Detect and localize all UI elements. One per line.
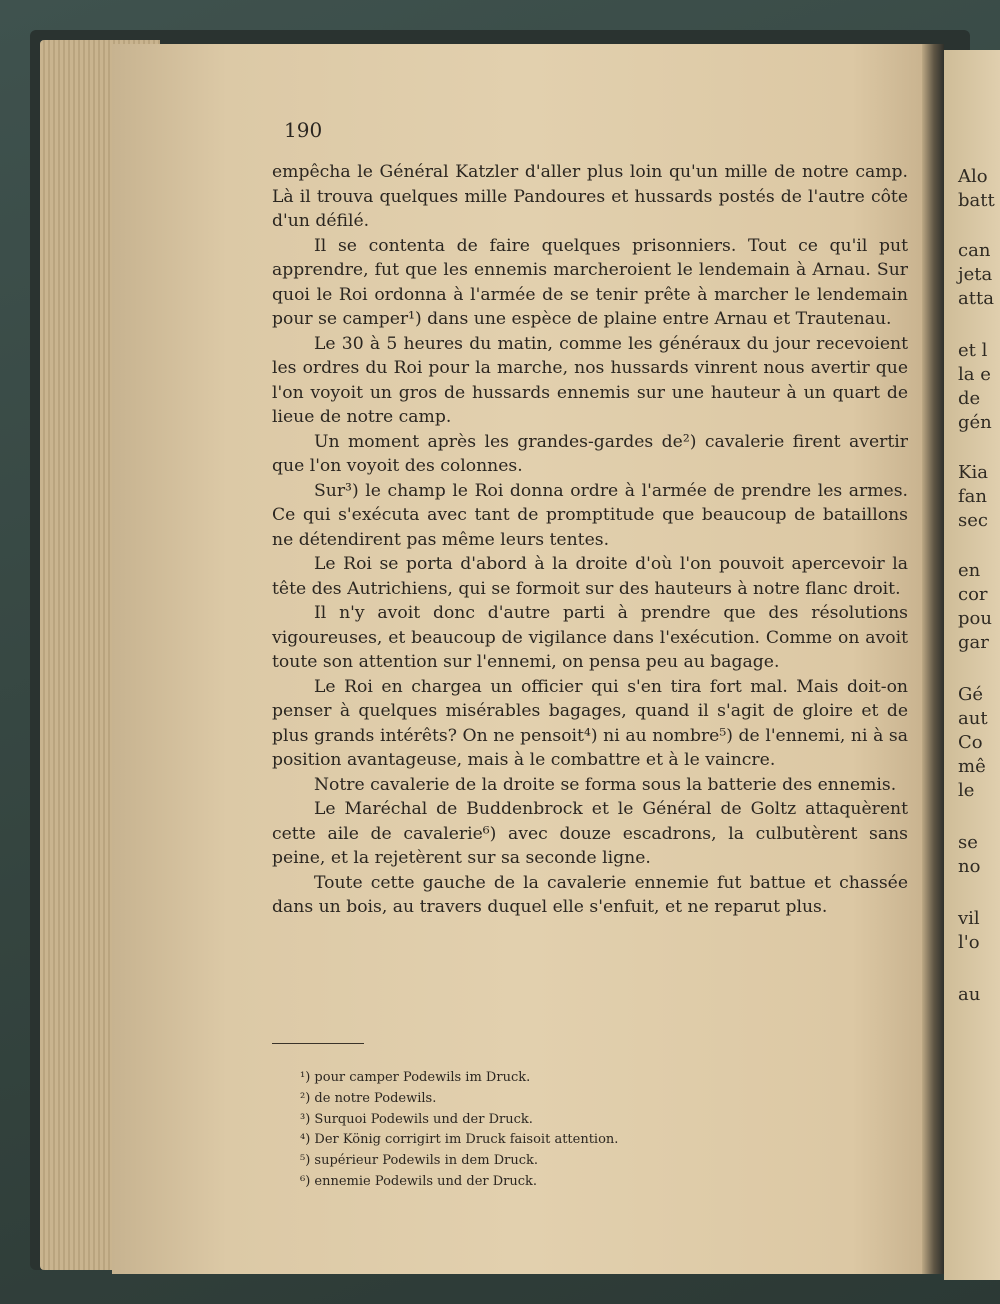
page-number: 190 — [284, 118, 323, 142]
facing-page-fragment: aut — [958, 708, 988, 729]
footnotes — [300, 1068, 720, 1193]
paragraph: Le Roi en chargea un officier qui s'en tira fort mal. Mais doit-on penser à quelques misérables bagages, quand il s'agit de gloire et de plus grands intérêts? On ne pensoit⁴) ni au nombre⁵) de l'ennemi, ni à sa position avantageuse, mais à le combattre et à le vaincre. — [272, 676, 908, 770]
paragraph: Le 30 à 5 heures du matin, comme les généraux du jour recevoient les ordres du Roi pour la marche, nos hussards vinrent nous avertir que l'on voyoit un gros de hussards ennemis sur une hauteur à un quart de lieue de notre camp. — [272, 333, 908, 427]
facing-page-fragment: la e — [958, 364, 991, 385]
body-text — [272, 160, 908, 920]
facing-page-fragment: au — [958, 984, 981, 1005]
facing-page-fragment: sec — [958, 510, 988, 531]
footnote: ²) de notre Podewils. — [300, 1090, 437, 1106]
paragraph: Un moment après les grandes-gardes de²) cavalerie firent avertir que l'on voyoit des colonnes. — [272, 431, 908, 476]
facing-page-fragment: l'o — [958, 932, 980, 953]
paragraph: empêcha le Général Katzler d'aller plus loin qu'un mille de notre camp. Là il trouva quelques mille Pandoures et hussards postés de l'autre côte d'un défilé. — [272, 162, 908, 231]
paragraph: Il n'y avoit donc d'autre parti à prendre que des résolutions vigoureuses, et beaucoup de vigilance dans l'exécution. Comme on avoit toute son attention sur l'ennemi, on pensa peu au bagage. — [272, 603, 908, 672]
facing-page-fragment: Co — [958, 732, 983, 753]
facing-page-fragment: pou — [958, 608, 992, 629]
paragraph: Sur³) le champ le Roi donna ordre à l'armée de prendre les armes. Ce qui s'exécuta avec tant de promptitude que beaucoup de bataillons ne détendirent pas même leurs tentes. — [272, 480, 908, 550]
facing-page-fragment: gar — [958, 632, 989, 653]
facing-page-fragment: no — [958, 856, 981, 877]
facing-page-fragment: can — [958, 240, 991, 261]
paragraph: Toute cette gauche de la cavalerie ennemie fut battue et chassée dans un bois, au travers duquel elle s'enfuit, et ne reparut plus. — [272, 872, 908, 917]
facing-page-fragment: gén — [958, 412, 992, 433]
facing-page-fragment: Kia — [958, 462, 988, 483]
facing-page-fragment: se — [958, 832, 978, 853]
facing-page-fragment: vil — [958, 908, 980, 929]
facing-page-fragment: cor — [958, 584, 988, 605]
facing-page-fragment: Gé — [958, 684, 984, 705]
facing-page-fragment: de — [958, 388, 981, 409]
footnote: ³) Surquoi Podewils und der Druck. — [300, 1111, 533, 1127]
footnote: ⁵) supérieur Podewils in dem Druck. — [300, 1153, 539, 1169]
footnote: ⁶) ennemie Podewils und der Druck. — [300, 1173, 538, 1189]
facing-page-fragment: en — [958, 560, 981, 581]
facing-page-fragment: Alo — [958, 166, 988, 187]
facing-page-fragment: et l — [958, 340, 988, 361]
paragraph: Notre cavalerie de la droite se forma sous la batterie des ennemis. — [314, 774, 897, 795]
paragraph: Il se contenta de faire quelques prisonniers. Tout ce qu'il put apprendre, fut que les ennemis marcheroient le lendemain à Arnau. Sur quoi le Roi ordonna à l'armée de se tenir prête à marcher le lendemain pour se camper¹) dans une espèce de plaine entre Arnau et Trautenau. — [272, 235, 908, 329]
paragraph: Le Maréchal de Buddenbrock et le Général de Goltz attaquèrent cette aile de cavalerie⁶) avec douze escadrons, la culbutèrent sans peine, et la rejetèrent sur sa seconde ligne. — [272, 799, 908, 868]
facing-page-fragment: batt — [958, 190, 995, 211]
footnote: ¹) pour camper Podewils im Druck. — [300, 1070, 531, 1085]
paragraph: Le Roi se porta d'abord à la droite d'où l'on pouvoit apercevoir la tête des Autrichiens, qui se formoit sur des hauteurs à notre flanc droit. — [272, 554, 908, 599]
facing-page-fragment: mê — [958, 756, 986, 777]
facing-page — [944, 50, 1000, 1280]
facing-page-fragment: le — [958, 780, 975, 801]
footnote: ⁴) Der König corrigirt im Druck faisoit attention. — [300, 1132, 619, 1148]
facing-page-fragment: jeta — [958, 264, 993, 285]
footnote-rule — [272, 1043, 364, 1044]
book-gutter — [922, 44, 944, 1274]
facing-page-fragment: fan — [958, 486, 987, 507]
facing-page-fragment: atta — [958, 288, 994, 309]
